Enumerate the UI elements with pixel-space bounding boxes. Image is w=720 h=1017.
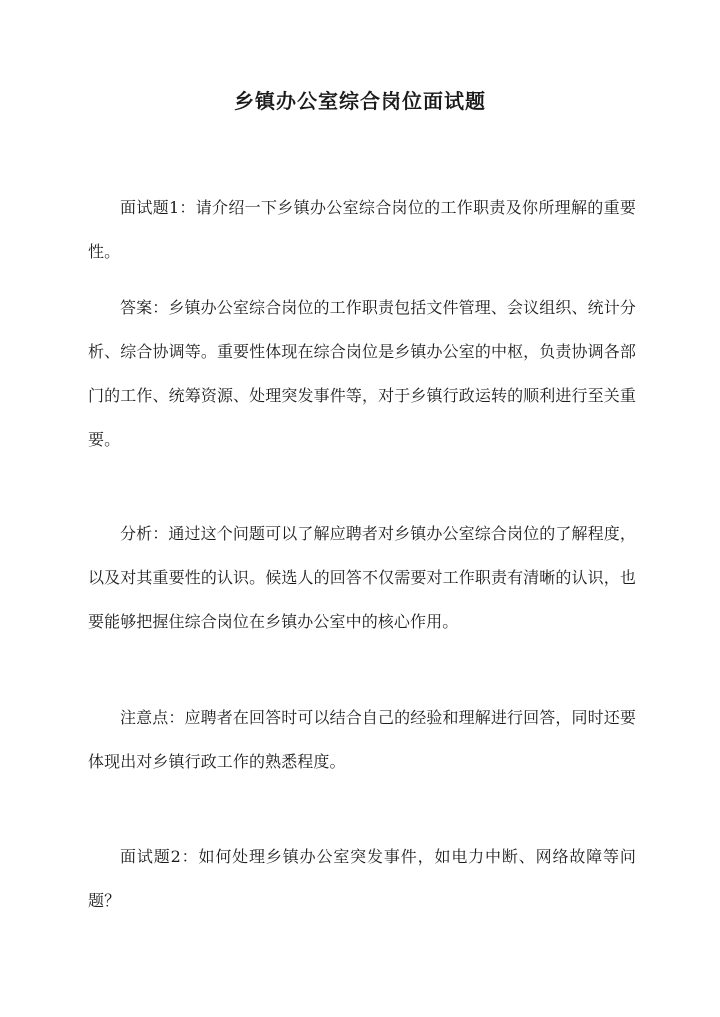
question-1-paragraph: 面试题1：请介绍一下乡镇办公室综合岗位的工作职责及你所理解的重要性。: [88, 198, 636, 261]
answer-1-paragraph: 答案：乡镇办公室综合岗位的工作职责包括文件管理、会议组织、统计分析、综合协调等。重要性体现在综合岗位是乡镇办公室的中枢，负责协调各部门的工作、统筹资源、处理突发事件等，对于乡镇行政运转的顺利进行至关重要。: [88, 298, 636, 449]
document-title: 乡镇办公室综合岗位面试题: [234, 89, 486, 113]
question-2-paragraph: 面试题2：如何处理乡镇办公室突发事件，如电力中断、网络故障等问题？: [88, 847, 636, 910]
note-1-paragraph: 注意点：应聘者在回答时可以结合自己的经验和理解进行回答，同时还要体现出对乡镇行政工作的熟悉程度。: [88, 708, 636, 771]
analysis-1-paragraph: 分析：通过这个问题可以了解应聘者对乡镇办公室综合岗位的了解程度，以及对其重要性的认识。候选人的回答不仅需要对工作职责有清晰的认识，也要能够把握住综合岗位在乡镇办公室中的核心作用。: [88, 524, 636, 631]
